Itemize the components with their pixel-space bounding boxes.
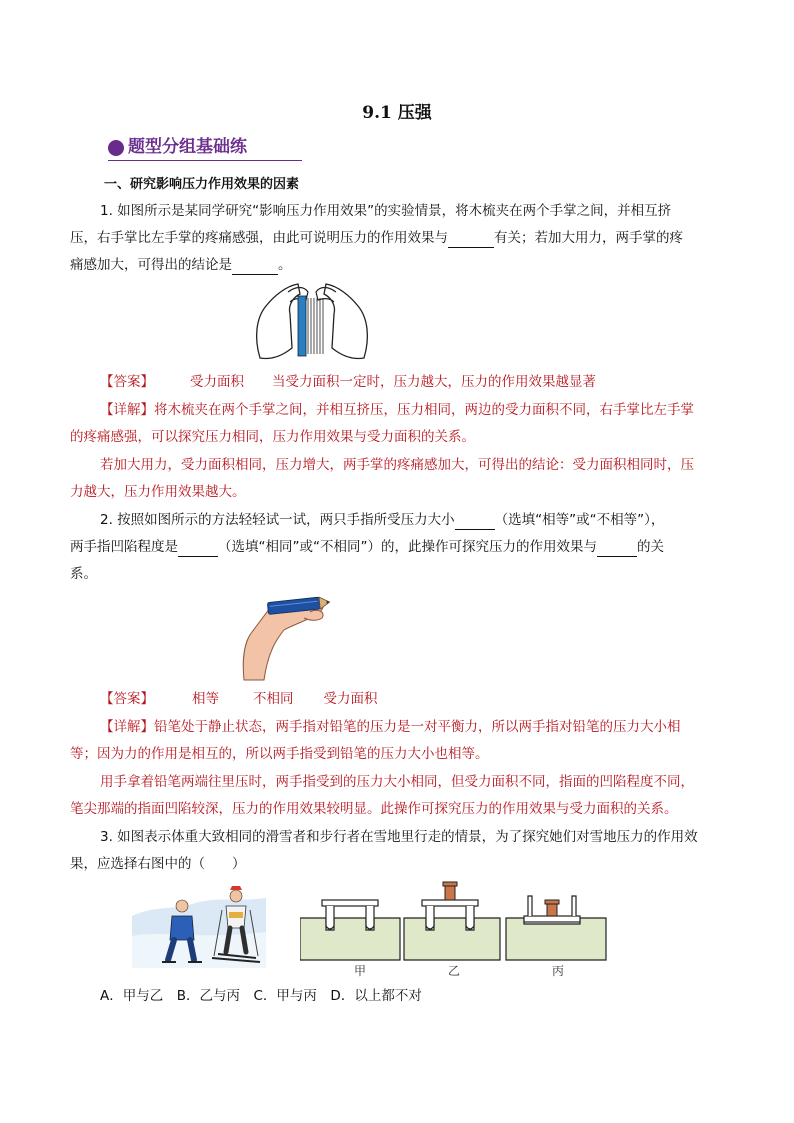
detail-tag: 【详解】 xyxy=(100,719,154,735)
q2-answer-3: 受力面积 xyxy=(323,691,378,707)
page-title: 9.1 压强 xyxy=(362,103,432,123)
q2-blank-3[interactable] xyxy=(597,542,637,557)
q1-detail-4: 力越大，压力作用效果越大。 xyxy=(70,484,246,500)
q2-detail-text-1: 铅笔处于静止状态，两手指对铅笔的压力是一对平衡力，所以两手指对铅笔的压力大小相 xyxy=(154,719,681,735)
skier-walker-figure xyxy=(132,876,266,968)
q1-answer-2: 当受力面积一定时，压力越大，压力的作用效果越显著 xyxy=(272,374,596,390)
q2-answer xyxy=(100,689,760,709)
hand-pencil-figure xyxy=(240,590,336,682)
panel-bing xyxy=(506,896,606,960)
q2-detail-3: 用手拿着铅笔两端往里压时，两手指受到的压力大小相同，但受力面积不同，指面的凹陷程度不同， xyxy=(100,774,694,790)
q1-text-a: 压，右手掌比左手掌的疼痛感强，由此可说明压力的作用效果与 xyxy=(70,230,448,246)
label-yi: 乙 xyxy=(447,964,460,978)
heading-1: 一、研究影响压力作用效果的因素 xyxy=(104,177,300,192)
q1-blank-2[interactable] xyxy=(232,260,278,275)
q1-line-1: 1. 如图所示是某同学研究“影响压力作用效果”的实验情景，将木梳夹在两个手掌之间，并相互挤 xyxy=(100,203,672,219)
q2-detail-1 xyxy=(100,717,760,737)
q2-answer-2: 不相同 xyxy=(253,691,294,707)
panel-yi xyxy=(404,882,500,960)
q2-text-d: （选填“相同”或“不相同”）的，此操作可探究压力的作用效果与 xyxy=(218,539,597,555)
q1-answer xyxy=(100,372,760,392)
panel-jia xyxy=(300,900,400,960)
q2-detail-2: 等；因为力的作用是相互的，所以两手指受到铅笔的压力大小也相等。 xyxy=(70,746,489,762)
label-jia: 甲 xyxy=(353,964,366,978)
q1-text-b: 有关；若加大用力，两手掌的疼 xyxy=(494,230,683,246)
label-bing: 丙 xyxy=(551,964,564,978)
q2-line-1 xyxy=(100,510,760,530)
section-title: 题型分组基础练 xyxy=(128,137,247,157)
q1-blank-1[interactable] xyxy=(448,233,494,248)
q1-line-2 xyxy=(70,228,730,248)
q1-text-d: 。 xyxy=(278,257,292,273)
q1-line-3 xyxy=(70,255,730,275)
q1-answer-1: 受力面积 xyxy=(190,374,244,390)
bullet-dot-icon xyxy=(108,140,124,156)
q2-text-e: 的关 xyxy=(636,539,664,555)
q1-text-c: 痛感加大，可得出的结论是 xyxy=(70,257,232,273)
q1-detail-2: 的疼痛感强，可以探究压力相同，压力作用效果与受力面积的关系。 xyxy=(70,429,475,445)
answer-tag: 【答案】 xyxy=(100,374,154,390)
q2-line-2 xyxy=(70,537,730,557)
q2-text-a: 2. 按照如图所示的方法轻轻试一试，两只手指所受压力大小 xyxy=(100,512,455,528)
sponge-experiment-figure xyxy=(300,878,610,962)
q1-detail-text-1: 将木梳夹在两个手掌之间，并相互挤压，压力相同，两边的受力面积不同，右手掌比左手掌 xyxy=(154,402,694,418)
q1-detail-1 xyxy=(100,400,760,420)
q2-blank-2[interactable] xyxy=(178,542,218,557)
q2-text-b: （选填“相等”或“不相等”）， xyxy=(494,512,665,528)
q3-line-2: 果，应选择右图中的（ ） xyxy=(70,856,246,872)
detail-tag: 【详解】 xyxy=(100,402,154,418)
q2-detail-4: 笔尖那端的指面凹陷较深，压力的作用效果较明显。此操作可探究压力的作用效果与受力面积的关系。 xyxy=(70,801,678,817)
q3-line-1: 3. 如图表示体重大致相同的滑雪者和步行者在雪地里行走的情景，为了探究她们对雪地压力的作用效 xyxy=(100,829,698,845)
q2-text-c: 两手指凹陷程度是 xyxy=(70,539,178,555)
q3-options: A．甲与乙 B．乙与丙 C．甲与丙 D．以上都不对 xyxy=(100,988,422,1004)
q2-line-3: 系。 xyxy=(70,566,97,582)
q2-blank-1[interactable] xyxy=(455,515,495,530)
answer-tag: 【答案】 xyxy=(100,691,154,707)
q2-answer-1: 相等 xyxy=(192,691,219,707)
q1-detail-3: 若加大用力，受力面积相同，压力增大，两手掌的疼痛感加大，可得出的结论：受力面积相同时，压 xyxy=(100,457,694,473)
hands-comb-figure xyxy=(252,278,372,368)
section-banner xyxy=(108,136,302,161)
